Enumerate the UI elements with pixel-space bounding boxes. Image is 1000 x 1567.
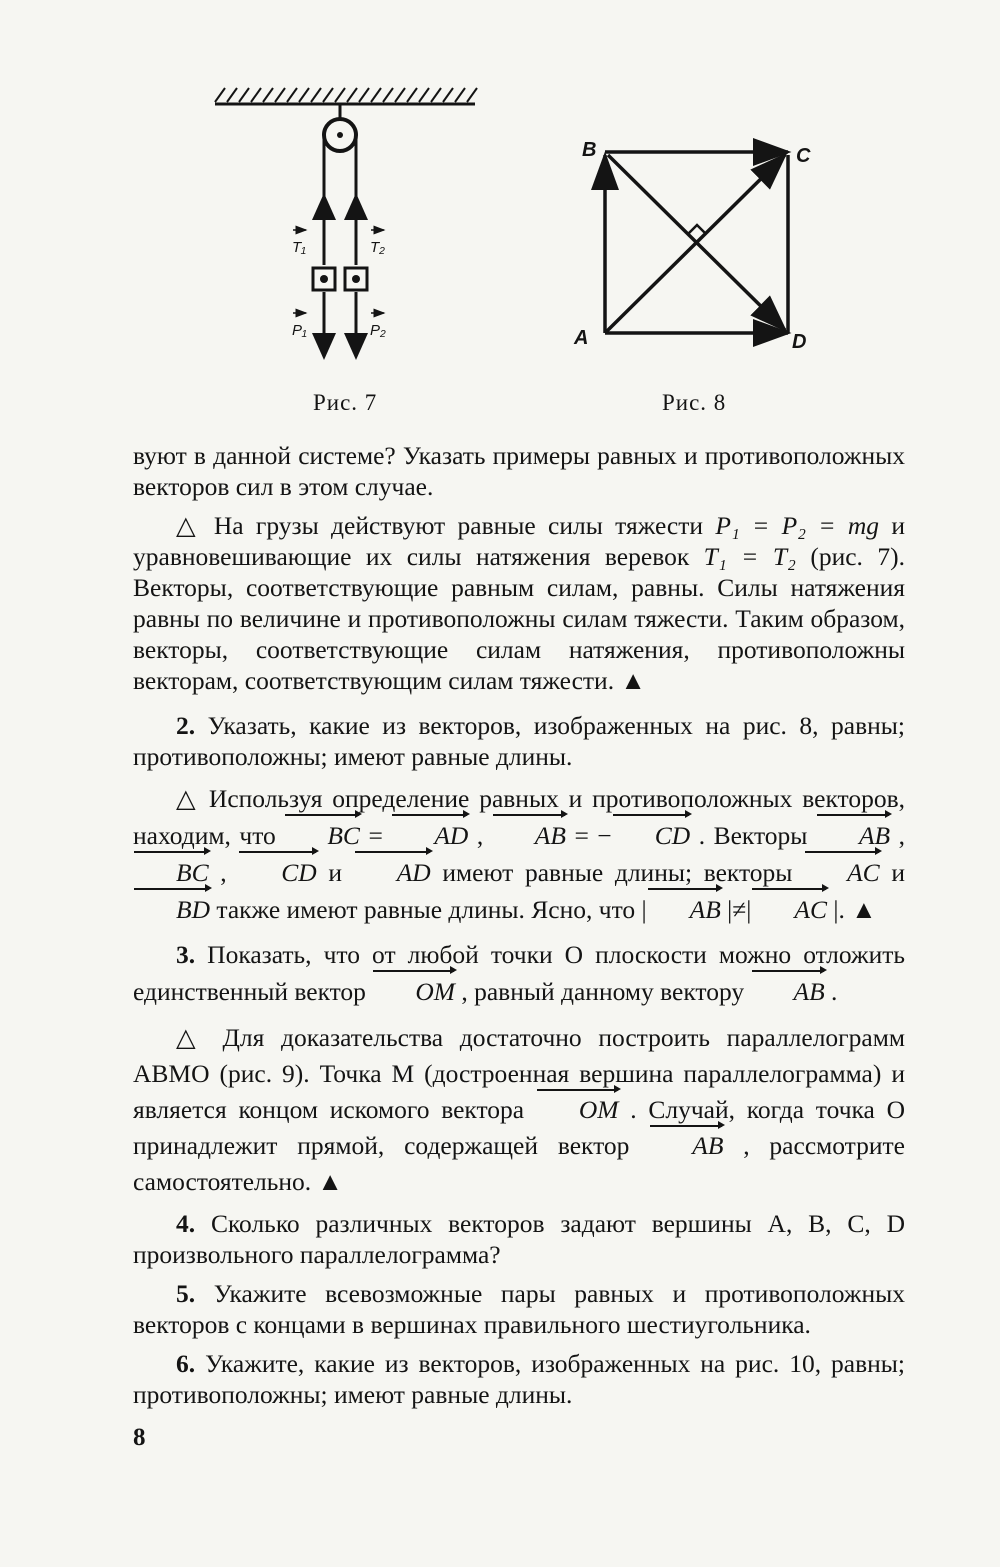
figure-7-pulley-diagram	[200, 80, 500, 380]
vertex-a-label: A	[574, 327, 589, 349]
figure-8-caption: Рис. 8	[662, 390, 727, 415]
problem-4: 4. Сколько различных векторов задают вершины A, B, C, D произвольного параллелограмма?	[133, 1209, 905, 1269]
vector-ac	[605, 155, 785, 333]
page-body	[133, 440, 905, 1418]
vertex-b-label: B	[582, 139, 597, 161]
gravity-arrows	[324, 292, 356, 348]
equation-tension: T₁ = T₂	[703, 542, 796, 571]
problem-2: 2. Указать, какие из векторов, изображенных на рис. 8, равны; противоположны; имеют равные длины.	[133, 711, 905, 771]
vertex-d-label: D	[792, 331, 807, 353]
ceiling-hatch	[215, 88, 477, 104]
label-t2: T₂	[370, 239, 385, 256]
paragraph-continuation: вуют в данной системе? Указать примеры равных и противоположных векторов сил в этом случае.	[133, 441, 905, 501]
solution-2: △ Используя определение равных и противоположных векторов, находим, что BC = AD , AB = − CD . Векторы AB , BC , CD и AD имеют равные длины; векторы AC и BD также имеют равные длины. Ясно, что | AB |≠| AC |. ▲	[133, 780, 905, 928]
label-p1: P₁	[292, 322, 307, 339]
problem-5: 5. Укажите всевозможные пары равных и противоположных векторов с концами в вершинах правильного шестиугольника.	[133, 1279, 905, 1339]
pulley	[324, 104, 356, 151]
label-p2: P₂	[370, 322, 386, 339]
rope-lines	[324, 135, 356, 265]
figure-8-square-diagram	[560, 130, 820, 360]
solution-1: △ На грузы действуют равные силы тяжести P₁ = P₂ = mg и уравновешивающие их силы натяжения веревок T₁ = T₂ (рис. 7). Векторы, соответствующие равным силам, равны. Силы натяжения равны по величине и противоположны силам тяжести. Таким образом, векторы, соответствующие силам натяжения, противоположны векторам, соответствующим силам тяжести. ▲	[133, 511, 905, 695]
figure-7-caption: Рис. 7	[313, 390, 378, 415]
equation-gravity: P₁ = P₂ = mg	[715, 511, 880, 540]
problem-3: 3. Показать, что от любой точки O плоскости можно отложить единственный вектор OM , равный данному вектору AB .	[133, 936, 905, 1010]
weights	[313, 268, 367, 290]
tension-arrows	[324, 205, 356, 265]
label-t1: T₁	[292, 239, 306, 256]
page-number: 8	[133, 1424, 146, 1451]
right-angle-mark	[688, 225, 706, 234]
vertex-c-label: C	[796, 145, 811, 167]
solution-3: △ Для доказательства достаточно построить параллелограмм ABMO (рис. 9). Точка M (достроенная вершина параллелограмма) и является концом искомого вектора OM . Случай, когда точка O принадлежит прямой, содержащей вектор AB , рассмотрите самостоятельно. ▲	[133, 1023, 906, 1196]
problem-6: 6. Укажите, какие из векторов, изображенных на рис. 10, равны; противоположны; имеют равные длины.	[133, 1349, 905, 1409]
